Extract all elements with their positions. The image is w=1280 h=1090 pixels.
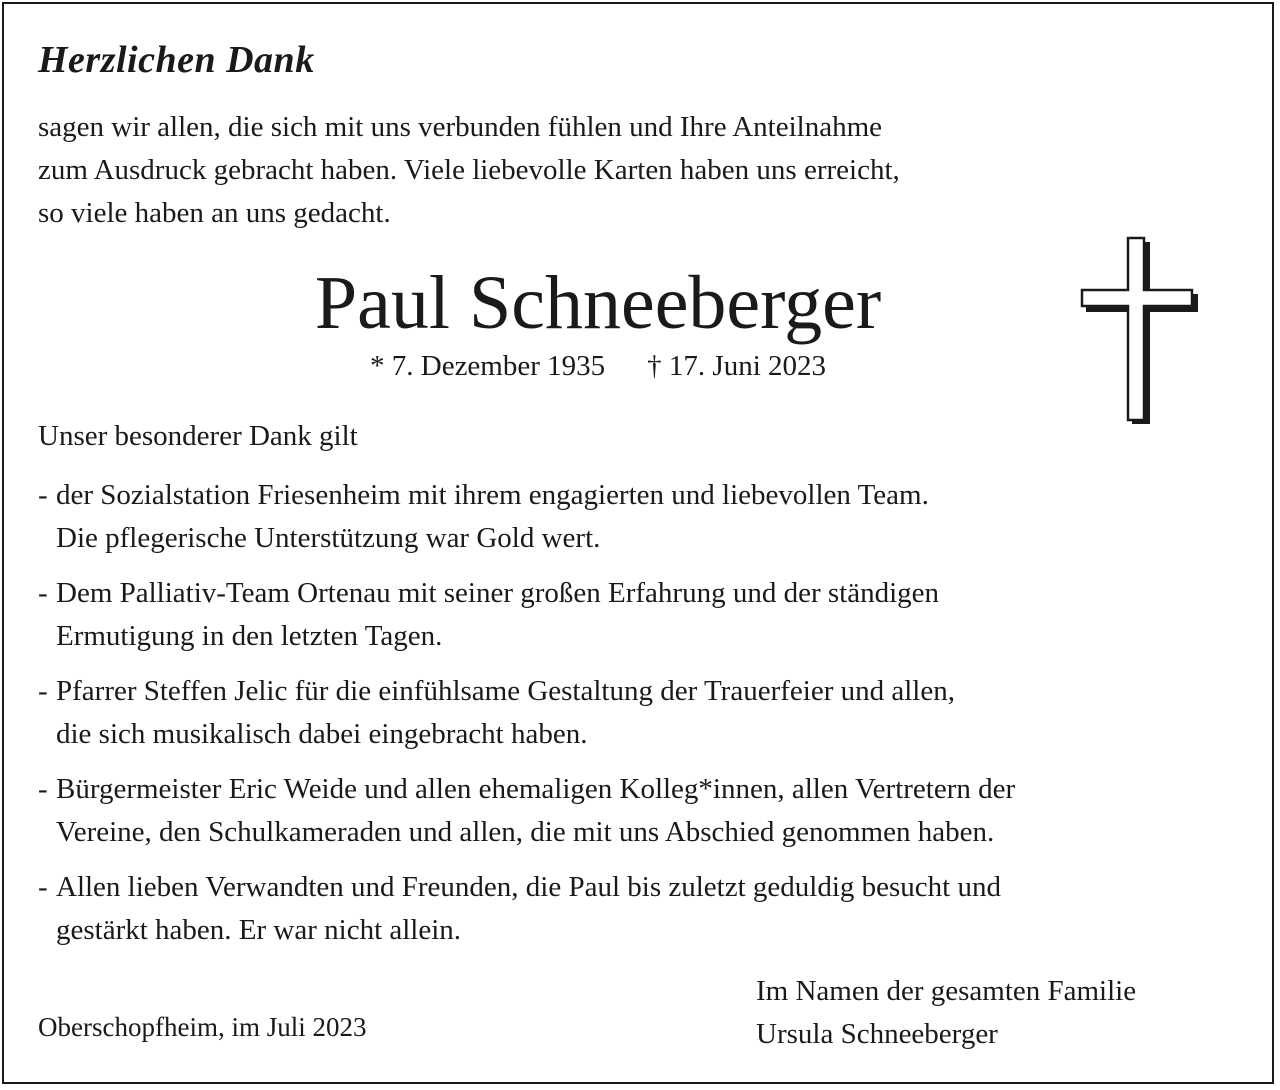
list-item-line: Vereine, den Schulkameraden und allen, die mit uns Abschied genommen haben.	[56, 816, 995, 848]
birth-date: * 7. Dezember 1935	[370, 350, 606, 382]
notice-heading: Herzlichen Dank	[38, 39, 315, 81]
list-marker: -	[38, 773, 48, 805]
cross-icon	[1076, 232, 1202, 428]
life-dates	[0, 350, 1196, 383]
list-marker: -	[38, 479, 48, 511]
list-marker: -	[38, 675, 48, 707]
signoff-line: Im Namen der gesamten Familie	[756, 975, 1137, 1007]
intro-paragraph	[38, 106, 900, 235]
thanks-list	[38, 474, 1015, 964]
list-item-line: Pfarrer Steffen Jelic für die einfühlsame Gestaltung der Trauerfeier und allen,	[56, 675, 955, 707]
list-item-line: der Sozialstation Friesenheim mit ihrem engagierten und liebevollen Team.	[56, 479, 929, 511]
thanks-intro: Unser besonderer Dank gilt	[38, 420, 358, 452]
list-item	[38, 572, 1015, 658]
signoff-name: Ursula Schneeberger	[756, 1018, 998, 1050]
list-item-line: die sich musikalisch dabei eingebracht haben.	[56, 718, 588, 750]
place-date: Oberschopfheim, im Juli 2023	[38, 1012, 367, 1042]
list-item	[38, 768, 1015, 854]
list-marker: -	[38, 577, 48, 609]
list-marker: -	[38, 871, 48, 903]
list-item-line: Bürgermeister Eric Weide und allen ehemaligen Kolleg*innen, allen Vertretern der	[56, 773, 1016, 805]
list-item-line: Ermutigung in den letzten Tagen.	[56, 620, 443, 652]
list-item-line: gestärkt haben. Er war nicht allein.	[56, 914, 462, 946]
deceased-name: Paul Schneeberger	[314, 261, 882, 345]
list-item	[38, 474, 1015, 560]
intro-line: so viele haben an uns gedacht.	[38, 197, 391, 229]
list-item	[38, 670, 1015, 756]
list-item	[38, 866, 1015, 952]
signoff	[756, 970, 1136, 1056]
list-item-line: Allen lieben Verwandten und Freunden, die Paul bis zuletzt geduldig besucht und	[56, 871, 1001, 903]
death-date: † 17. Juni 2023	[647, 350, 826, 382]
list-item-line: Die pflegerische Unterstützung war Gold wert.	[56, 522, 601, 554]
intro-line: sagen wir allen, die sich mit uns verbunden fühlen und Ihre Anteilnahme	[38, 111, 883, 143]
list-item-line: Dem Palliativ-Team Ortenau mit seiner großen Erfahrung und der ständigen	[56, 577, 939, 609]
intro-line: zum Ausdruck gebracht haben. Viele liebevolle Karten haben uns erreicht,	[38, 154, 900, 186]
